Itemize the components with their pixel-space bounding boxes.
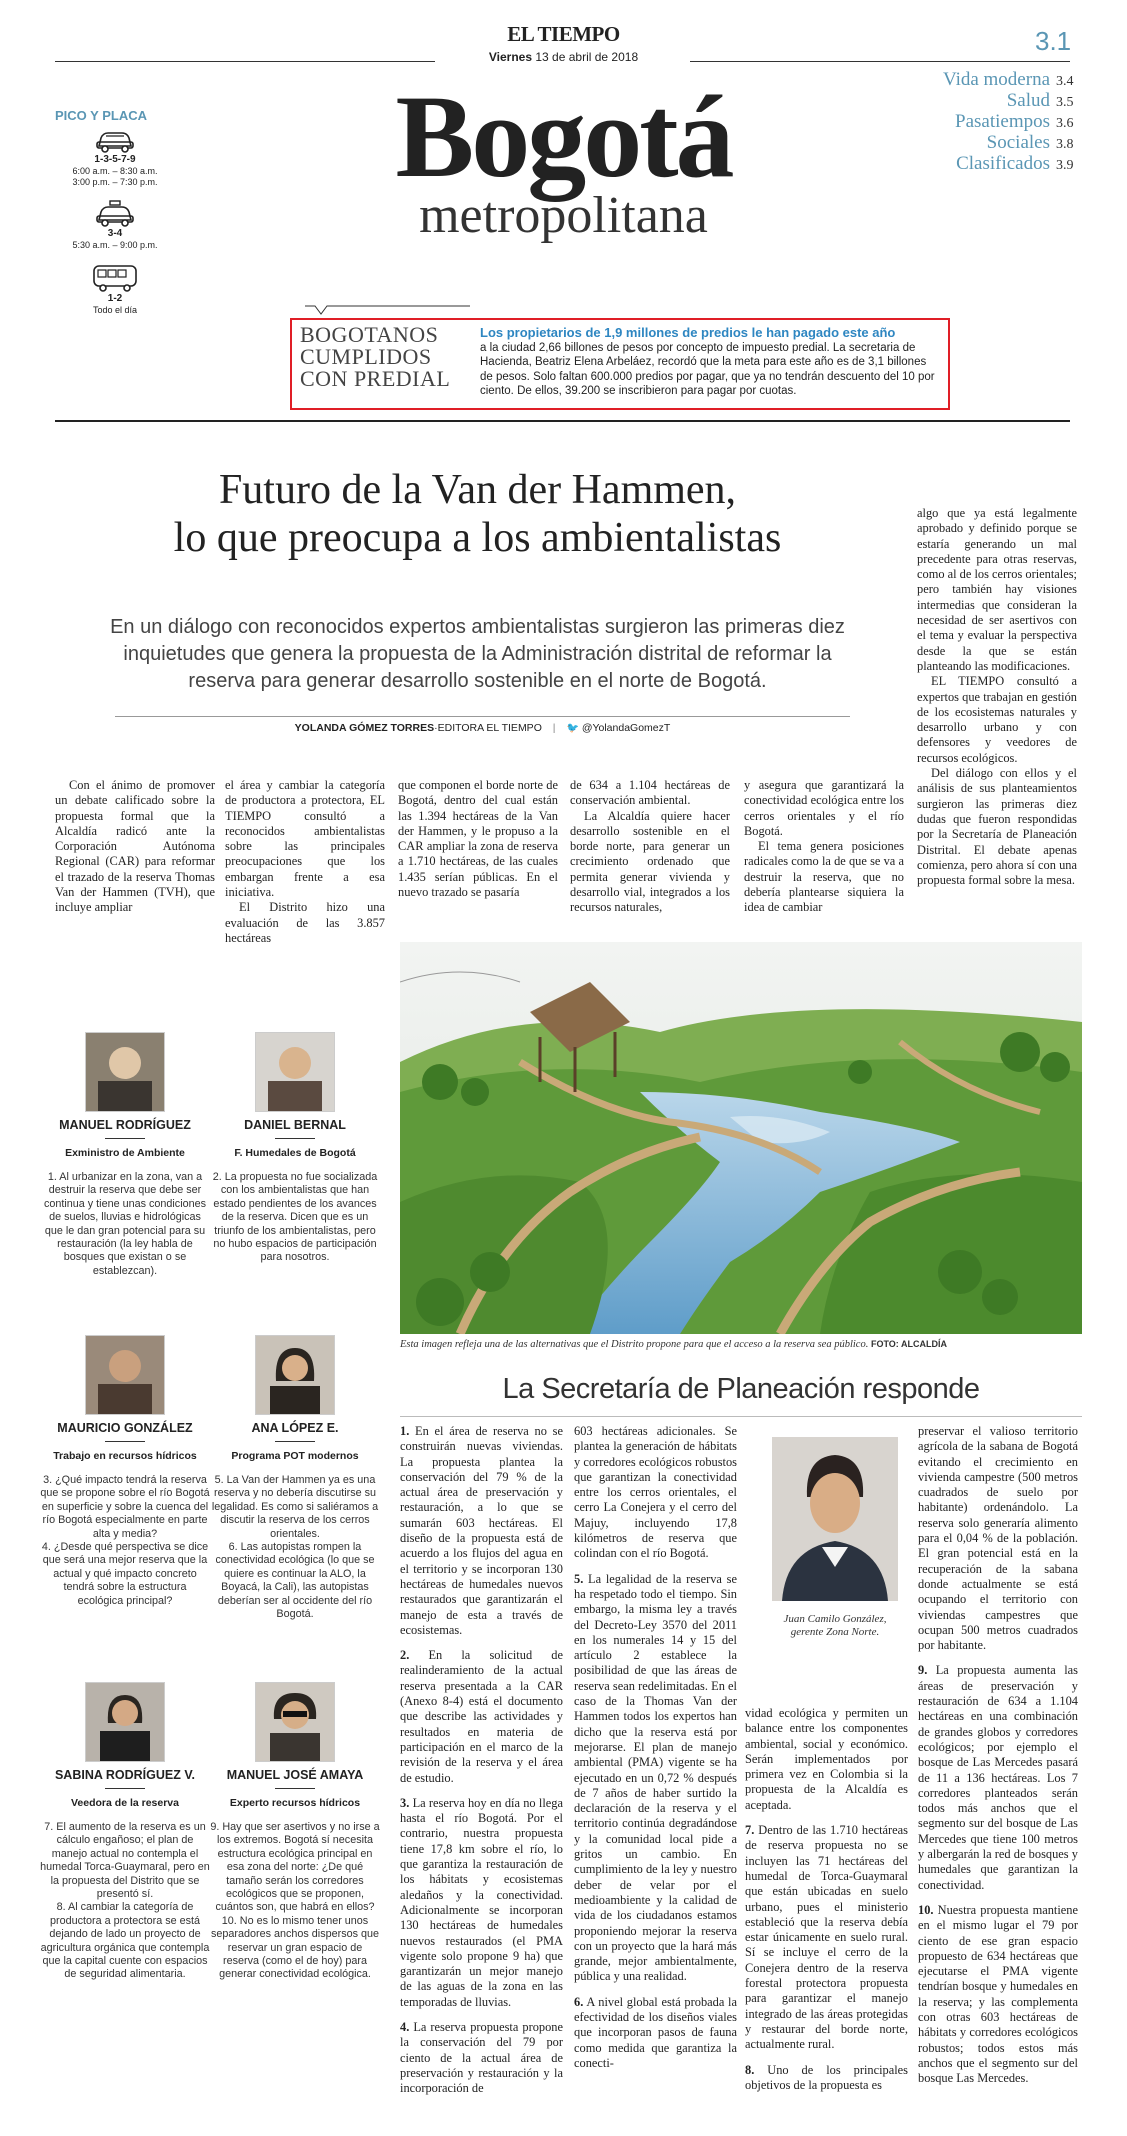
callout-heading: BOGOTANOS CUMPLIDOS CON PREDIAL bbox=[300, 322, 451, 391]
avatar bbox=[255, 1032, 335, 1112]
issue-date: Viernes 13 de abril de 2018 bbox=[488, 50, 639, 64]
photo-caption: Juan Camilo González, gerente Zona Norte. bbox=[783, 1613, 887, 1638]
response-column: 603 hectáreas adicionales. Se plantea la generación de hábitats y corredores ecológicos robustos que garantizan la conectividad entre los cerros orientales, el cerro La Conejera y el cerro del Majuy, incluyendo 17,8 kilómetros de reserva que colindan con el río Bogotá. 5. La legalidad de la reserva se ha respetado todo el tiempo. Sin embargo, la misma ley a través del Decreto-Ley 3570 del 2011 en los numerales 14 y 15 del artículo 2 establece la posibilidad de que las áreas de reserva sean redelimitadas. En el caso de la Thomas Van der Hammen todos los expertos han dicho que la reserva está por mejorarse. El plan de manejo ambiental (PMA) vigente se ha ejecutado en un 0,72 % después de 7 años de haber surtido la declaración de la reserva y el territorio continúa degradándose y la comunidad local pide a gritos un cambio. En cumplimiento de la ley y nuestro deber de velar por el medioambiente y la calidad de vida de los ciudadanos estamos proponiendo mejorar la reserva con un proyecto que la hará más grande, mejor ambientalmente, pública y una realidad. 6. A nivel global está probada la efectividad de los diseños viales que incorporan pasos de fauna como medida que garantiza la conecti- bbox=[574, 1424, 737, 2070]
twitter-icon: 🐦 bbox=[566, 723, 579, 734]
article-deck: En un diálogo con reconocidos expertos ambientalistas surgieron las primeras diez inquietudes que genera la propuesta de la Administración distrital de reformar la reserva para generar desarrollo sostenible en el norte de Bogotá. bbox=[110, 616, 845, 692]
pico-placa-item: 1-2 Todo el día bbox=[55, 263, 175, 316]
section-index-item[interactable]: Sociales 3.8 bbox=[986, 132, 1074, 153]
section-subtitle: metropolitana bbox=[419, 187, 708, 244]
callout-pointer bbox=[305, 296, 470, 316]
section-title: Bogotá bbox=[395, 71, 732, 202]
avatar bbox=[255, 1682, 335, 1762]
bus-icon bbox=[91, 263, 139, 293]
response-column: 1. En el área de reserva no se construirán nuevas viviendas. La propuesta plantea la conservación del 79 % de la actual área de preservación y restauración, a lo que se sumarán 603 hectáreas. El diseño de la propuesta está de acuerdo a los flujos del agua en el territorio y se incorporan 130 hectáreas de humedales nuevos restaurados que garantizarán el manejo de esta a través de ecosistemas. 2. En la solicitud de realinderamiento de la actual reserva presentada a la CAR (Anexo 8-4) está el documento que describe las actividades y resultados en materia de participación en el marco de la revisión de la reserva y el área de estudio. 3. La reserva hoy en día no llega hasta el río Bogotá. Por el contrario, nuestra propuesta tiene 17,8 km sobre el río, lo que garantiza la restauración de los hábitats y ecosistemas aledaños y la conectividad. Adicionalmente se incorporan 130 hectáreas de humedales nuevos restaurados (el PMA vigente solo propone 9 ha) que garantizarán un mejor manejo de las aguas de la zona en las temporadas de lluvias. 4. La reserva propuesta propone la conservación del 79 por ciento de la actual área de preservación y restauración y la incorporación de bbox=[400, 1424, 563, 2096]
twitter-handle[interactable]: @YolandaGomezT bbox=[581, 722, 671, 734]
avatar bbox=[255, 1335, 335, 1415]
callout-lead: Los propietarios de 1,9 millones de predios le han pagado este año bbox=[480, 325, 896, 340]
pico-placa-item: 3-4 5:30 a.m. – 9:00 p.m. bbox=[55, 200, 175, 251]
juan-camilo-photo bbox=[772, 1437, 898, 1601]
avatar bbox=[85, 1032, 165, 1112]
divider bbox=[115, 716, 850, 717]
expert-card: DANIEL BERNAL F. Humedales de Bogotá 2. La propuesta no fue socializada con los ambientalistas que han estado pendientes de los avances de la reserva. Dicen que es un triunfo de los ambientalistas, pero no hubo espacios de participación para nosotros. bbox=[210, 1032, 380, 1265]
article-column: y asegura que garantizará la conectividad ecológica entre los cerros orientales y el río Bogotá. El tema genera posiciones radicales como la de que se va a destruir la reserva, que no debería plantearse siquiera la idea de cambiar bbox=[744, 778, 904, 915]
avatar bbox=[85, 1335, 165, 1415]
article-column: Con el ánimo de promover un debate calificado sobre la propuesta formal que la Alcaldía radicó ante la Corporación Autónoma Regional (CAR) para reformar el trazado de la reserva Thomas Van der Hammen (TVH), que incluye ampliar bbox=[55, 778, 215, 915]
reserve-rendering-image bbox=[400, 942, 1082, 1334]
section-index-item[interactable]: Pasatiempos 3.6 bbox=[955, 111, 1074, 132]
article-headline: Futuro de la Van der Hammen, lo que preocupa a los ambientalistas bbox=[173, 467, 782, 561]
taxi-icon bbox=[95, 200, 135, 228]
pico-placa-item: 1-3-5-7-9 6:00 a.m. – 8:30 a.m. 3:00 p.m. – 7:30 p.m. bbox=[55, 128, 175, 188]
divider bbox=[55, 420, 1070, 422]
section-index-item[interactable]: Salud 3.5 bbox=[1006, 90, 1074, 111]
divider bbox=[400, 1416, 1082, 1417]
response-heading: La Secretaría de Planeación responde bbox=[502, 1373, 980, 1405]
expert-card: MAURICIO GONZÁLEZ Trabajo en recursos hídricos 3. ¿Qué impacto tendrá la reserva que se propone sobre el río Bogotá en superficie y sobre la cuenca del río Bogotá especialmente en parte alta y media? 4. ¿Desde qué perspectiva se dice que será una mejor reserva que la actual y qué impacto concreto tendrá sobre la estructura ecológica principal? bbox=[40, 1335, 210, 1608]
image-credit: FOTO: ALCALDÍA bbox=[870, 1339, 947, 1349]
expert-card: MANUEL JOSÉ AMAYA Experto recursos hídricos 9. Hay que ser asertivos y no irse a los extremos. Bogotá sí necesita estructura ecológica principal en esa zona del norte: ¿De qué tamaño serán los corredores ecológicos que se proponen, cuántos son, que habrá en ellos? 10. No es lo mismo tener unos separadores anchos dispersos que reservar un gran espacio de reserva (como el de hoy) para generar conectividad ecológica. bbox=[210, 1682, 380, 1982]
response-column: vidad ecológica y permiten un balance entre los componentes ambiental, social y económico. Serán implementados por primera vez en Colombia si la propuesta de la Alcaldía es aceptada. 7. Dentro de las 1.710 hectáreas de reserva propuesta no se incluyen las 71 hectáreas del humedal de Torca-Guaymaral que están ubicadas en suelo urbano, pues el ministerio estableció que la reserva debía estar únicamente en suelo rural. Sí se incluye el cerro de la Conejera dentro de la reserva forestal protectora propuesta para garantizar el manejo integrado de las áreas protegidas y restaurar del borde norte, actualmente rural. 8. Uno de los principales objetivos de la propuesta es bbox=[745, 1706, 908, 2092]
section-index-item[interactable]: Clasificados 3.9 bbox=[956, 153, 1074, 174]
masthead: EL TIEMPO bbox=[507, 22, 620, 46]
expert-card: SABINA RODRÍGUEZ V. Veedora de la reserva 7. El aumento de la reserva es un cálculo engañoso; el plan de manejo actual no contempla el humedal Torca-Guaymaral, pero en la propuesta del Distrito que se presentó sí. 8. Al cambiar la categoría de productora a protectora se está dejando de lado un proyecto de agricultura orgánica que contempla que la capital cuente con espacios de seguridad alimentaria. bbox=[40, 1682, 210, 1982]
callout-text: Los propietarios de 1,9 millones de predios le han pagado este año a la ciudad 2,66 billones de pesos por concepto de impuesto predial. La secretaria de Hacienda, Beatriz Elena Arbeláez, recordó que la meta para este año es de 3,1 billones de pesos. Solo faltan 600.000 predios por pagar, que ya no tendrán descuento del 10 por ciento. De ellos, 39.200 se inscribieron para pagar por cuotas. bbox=[480, 326, 940, 399]
expert-card: ANA LÓPEZ E. Programa POT modernos 5. La Van der Hammen ya es una reserva y no debería discutirse su legalidad. Es como si saliéramos a discutir la reserva de los cerros orientales. 6. Las autopistas rompen la conectividad ecológica (lo que se quiere es continuar la ALO, la Boyacá, la Cali), las autopistas deberían ser al occidente del río Bogotá. bbox=[210, 1335, 380, 1621]
page-number: 3.1 bbox=[1035, 26, 1072, 56]
avatar bbox=[85, 1682, 165, 1762]
article-column: de 634 a 1.104 hectáreas de conservación ambiental. La Alcaldía quiere hacer desarrollo sostenible en el borde norte, para generar un crecimiento ordenado que permita generar vivienda y desarrollo vial, integrados a los recursos naturales, bbox=[570, 778, 730, 915]
expert-card: MANUEL RODRÍGUEZ Exministro de Ambiente 1. Al urbanizar en la zona, van a destruir la reserva que debe ser continua y tiene unas condiciones de suelos, lluvias e hidrológicas que le dan gran potencial para su restauración (la ley habla de bosques que existan o se establezcan). bbox=[40, 1032, 210, 1278]
byline: YOLANDA GÓMEZ TORRES·EDITORA EL TIEMPO | 🐦 @YolandaGomezT bbox=[294, 722, 671, 734]
section-index-item[interactable]: Vida moderna 3.4 bbox=[942, 69, 1074, 90]
image-caption: Esta imagen refleja una de las alternativas que el Distrito propone para que el acceso a la reserva sea público. FOTO: ALCALDÍA bbox=[400, 1339, 947, 1350]
car-icon bbox=[95, 128, 135, 154]
response-column: preservar el valioso territorio agrícola de la sabana de Bogotá evitando el crecimiento en vivienda campestre (500 metros cuadrados de suelo por habitante) ordenándolo. La reserva solo generaría alimento para el 0,04 % de la población. El gran potencial está en la recuperación de la sabana donde actualmente se está ocupando el territorio con viviendas campestres que ocupan 500 metros cuadrados por habitante. 9. La propuesta aumenta las áreas de preservación y restauración de 634 a 1.104 hectáreas en una combinación de grandes globos y corredores ecológicos; por ejemplo el bosque de Las Mercedes pasará de 11 a 136 hectáreas. Los 7 corredores planteados serán todos más anchos que el segmento sur del bosque de Las Mercedes que tiene 100 metros y albergarán la red de bosques y humedales que garantizan la conectividad. 10. Nuestra propuesta mantiene en el mismo lugar el 79 por ciento de ese gran espacio propuesto de 634 hectáreas que ejecutarse el PMA vigente tendrían bosque y humedales en la reserva; y las complementa con otras 603 hectáreas de hábitats y corredores ecológicos robustos; todos estos más anchos que el segmento sur del bosque Las Mercedes. bbox=[918, 1424, 1078, 2086]
article-column: algo que ya está legalmente aprobado y definido porque se estaría generando un mal precedente para otras reservas, como al de los cerros orientales; pero también hay visiones intermedias que consideran la necesidad de ser asertivos con el tema y evaluar la perspectiva desde la que se están planteando las modificaciones. EL TIEMPO consultó a expertos que trabajan en gestión de los ecosistemas naturales y desarrollo urbano y con defensores y veedores de recursos ecológicos. Del diálogo con ellos y el análisis de sus planteamientos surgieron las primeras diez dudas que fueron respondidas por la Secretaría de Planeación Distrital. El debate apenas comienza, pero ahora sí con una propuesta formal sobre la mesa. bbox=[917, 506, 1077, 888]
article-column: el área y cambiar la categoría de productora a protectora, EL TIEMPO consultó a reconocidos ambientalistas sobre las principales preocupaciones que los embargan frente a esa iniciativa. El Distrito hizo una evaluación de las 3.857 hectáreas bbox=[225, 778, 385, 945]
article-column: que componen el borde norte de Bogotá, dentro del cual están las 1.394 hectáreas de la Van der Hammen, y le propuso a la CAR ampliar la zona de reserva a 1.710 hectáreas, de las cuales 1.435 serían públicas. En el nuevo trazado se pasaría bbox=[398, 778, 558, 900]
pico-placa-title: PICO Y PLACA bbox=[55, 108, 147, 123]
